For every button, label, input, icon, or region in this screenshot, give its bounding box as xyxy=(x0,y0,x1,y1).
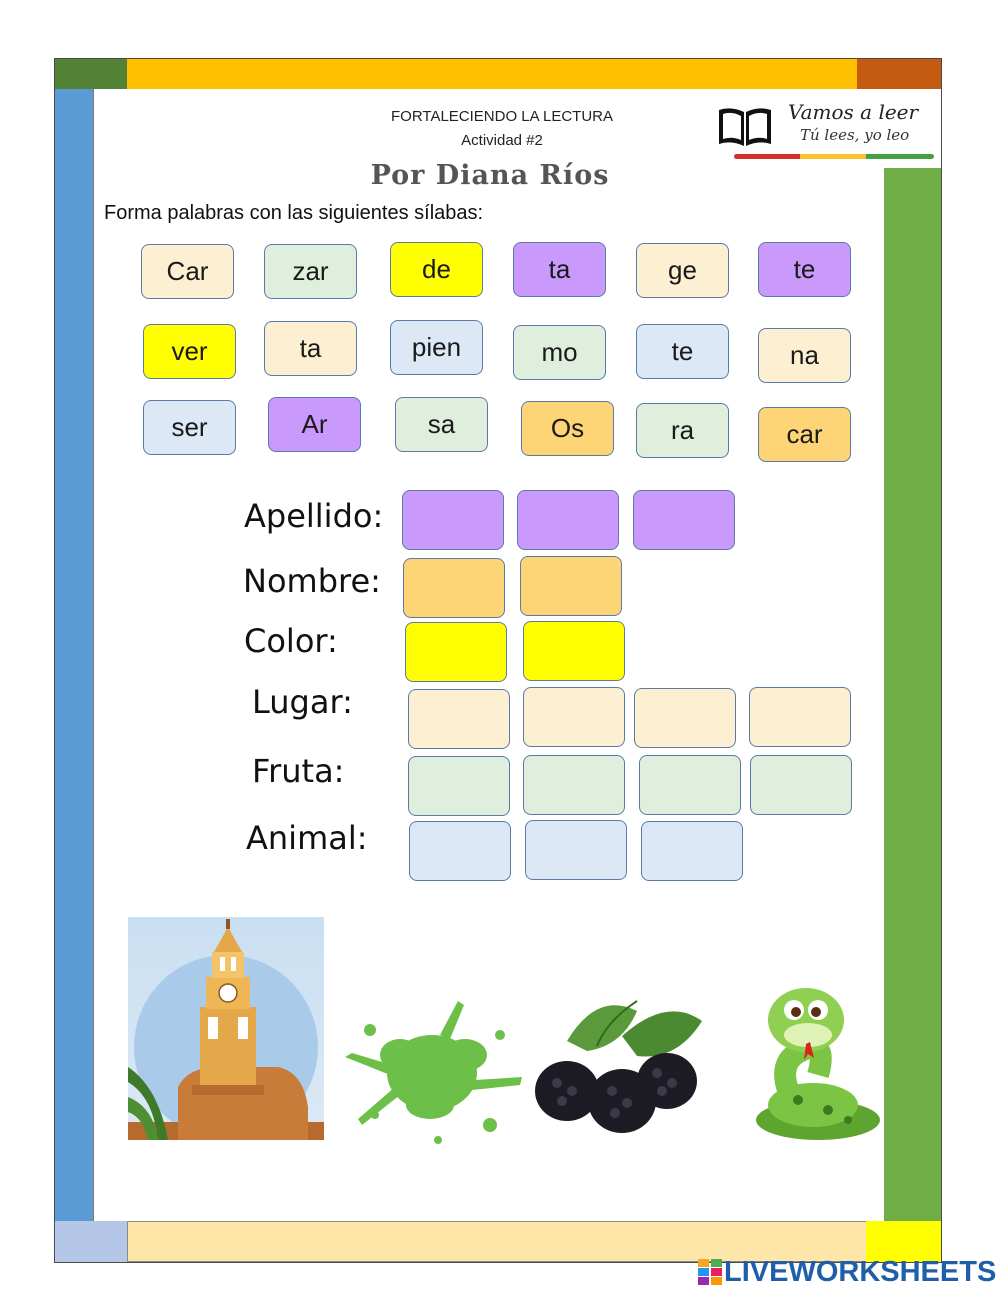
answer-slot-animal[interactable] xyxy=(641,821,743,881)
instruction-text: Forma palabras con las siguientes sílabas: xyxy=(104,202,484,224)
syllable-tile[interactable]: Os xyxy=(521,401,614,456)
syllable-tile[interactable]: te xyxy=(636,324,729,379)
label-apellido: Apellido: xyxy=(244,497,384,535)
label-nombre: Nombre: xyxy=(243,562,381,600)
answer-slot-lugar[interactable] xyxy=(749,687,851,747)
worksheet-title: FORTALECIENDO LA LECTURA xyxy=(391,108,613,125)
syllable-tile[interactable]: ta xyxy=(513,242,606,297)
answer-slot-lugar[interactable] xyxy=(523,687,625,747)
answer-slot-fruta[interactable] xyxy=(523,755,625,815)
syllable-tile[interactable]: ser xyxy=(143,400,236,455)
answer-slot-fruta[interactable] xyxy=(750,755,852,815)
answer-slot-nombre[interactable] xyxy=(520,556,622,616)
blackberries-picture xyxy=(527,991,711,1143)
syllable-tile[interactable]: ta xyxy=(264,321,357,376)
frame-left-blue xyxy=(55,89,93,1221)
liveworksheets-mark-icon xyxy=(698,1259,722,1285)
syllable-tile[interactable]: pien xyxy=(390,320,483,375)
label-lugar: Lugar: xyxy=(252,683,353,721)
logo-subtitle: Tú lees, yo leo xyxy=(800,126,910,144)
answer-slot-lugar[interactable] xyxy=(634,688,736,748)
clock-tower-picture xyxy=(128,917,324,1140)
answer-slot-animal[interactable] xyxy=(409,821,511,881)
answer-slot-fruta[interactable] xyxy=(639,755,741,815)
syllable-tile[interactable]: de xyxy=(390,242,483,297)
frame-inner-left-line xyxy=(93,89,94,1221)
label-color: Color: xyxy=(244,622,338,660)
syllable-tile[interactable]: ver xyxy=(143,324,236,379)
snake-picture xyxy=(748,980,888,1144)
answer-slot-apellido[interactable] xyxy=(402,490,504,550)
answer-slot-animal[interactable] xyxy=(525,820,627,880)
answer-slot-apellido[interactable] xyxy=(633,490,735,550)
green-paint-splash-picture xyxy=(340,995,525,1145)
frame-top-yellow xyxy=(127,59,857,89)
answer-slot-fruta[interactable] xyxy=(408,756,510,816)
logo-color-underline xyxy=(734,154,934,159)
answer-slot-apellido[interactable] xyxy=(517,490,619,550)
label-animal: Animal: xyxy=(246,819,368,857)
syllable-tile[interactable]: ge xyxy=(636,243,729,298)
vamos-a-leer-logo xyxy=(710,94,940,168)
syllable-tile[interactable]: ra xyxy=(636,403,729,458)
syllable-tile[interactable]: na xyxy=(758,328,851,383)
frame-right-green xyxy=(884,168,941,1221)
activity-number: Actividad #2 xyxy=(461,132,543,149)
label-fruta: Fruta: xyxy=(252,752,345,790)
answer-slot-lugar[interactable] xyxy=(408,689,510,749)
syllable-tile[interactable]: Ar xyxy=(268,397,361,452)
syllable-tile[interactable]: Car xyxy=(141,244,234,299)
syllable-tile[interactable]: sa xyxy=(395,397,488,452)
open-book-icon xyxy=(715,104,775,150)
frame-bottom-left-blue xyxy=(55,1221,127,1262)
liveworksheets-logo xyxy=(698,1256,998,1288)
syllable-tile[interactable]: mo xyxy=(513,325,606,380)
logo-title: Vamos a leer xyxy=(788,100,919,124)
syllable-tile[interactable]: car xyxy=(758,407,851,462)
syllable-tile[interactable]: te xyxy=(758,242,851,297)
frame-top-right-orange xyxy=(857,59,941,89)
frame-top-left-green xyxy=(55,59,127,89)
author-line: Por Diana Ríos xyxy=(370,160,610,191)
answer-slot-nombre[interactable] xyxy=(403,558,505,618)
answer-slot-color[interactable] xyxy=(523,621,625,681)
liveworksheets-wordmark: LIVEWORKSHEETS xyxy=(724,1256,997,1288)
syllable-tile[interactable]: zar xyxy=(264,244,357,299)
answer-slot-color[interactable] xyxy=(405,622,507,682)
